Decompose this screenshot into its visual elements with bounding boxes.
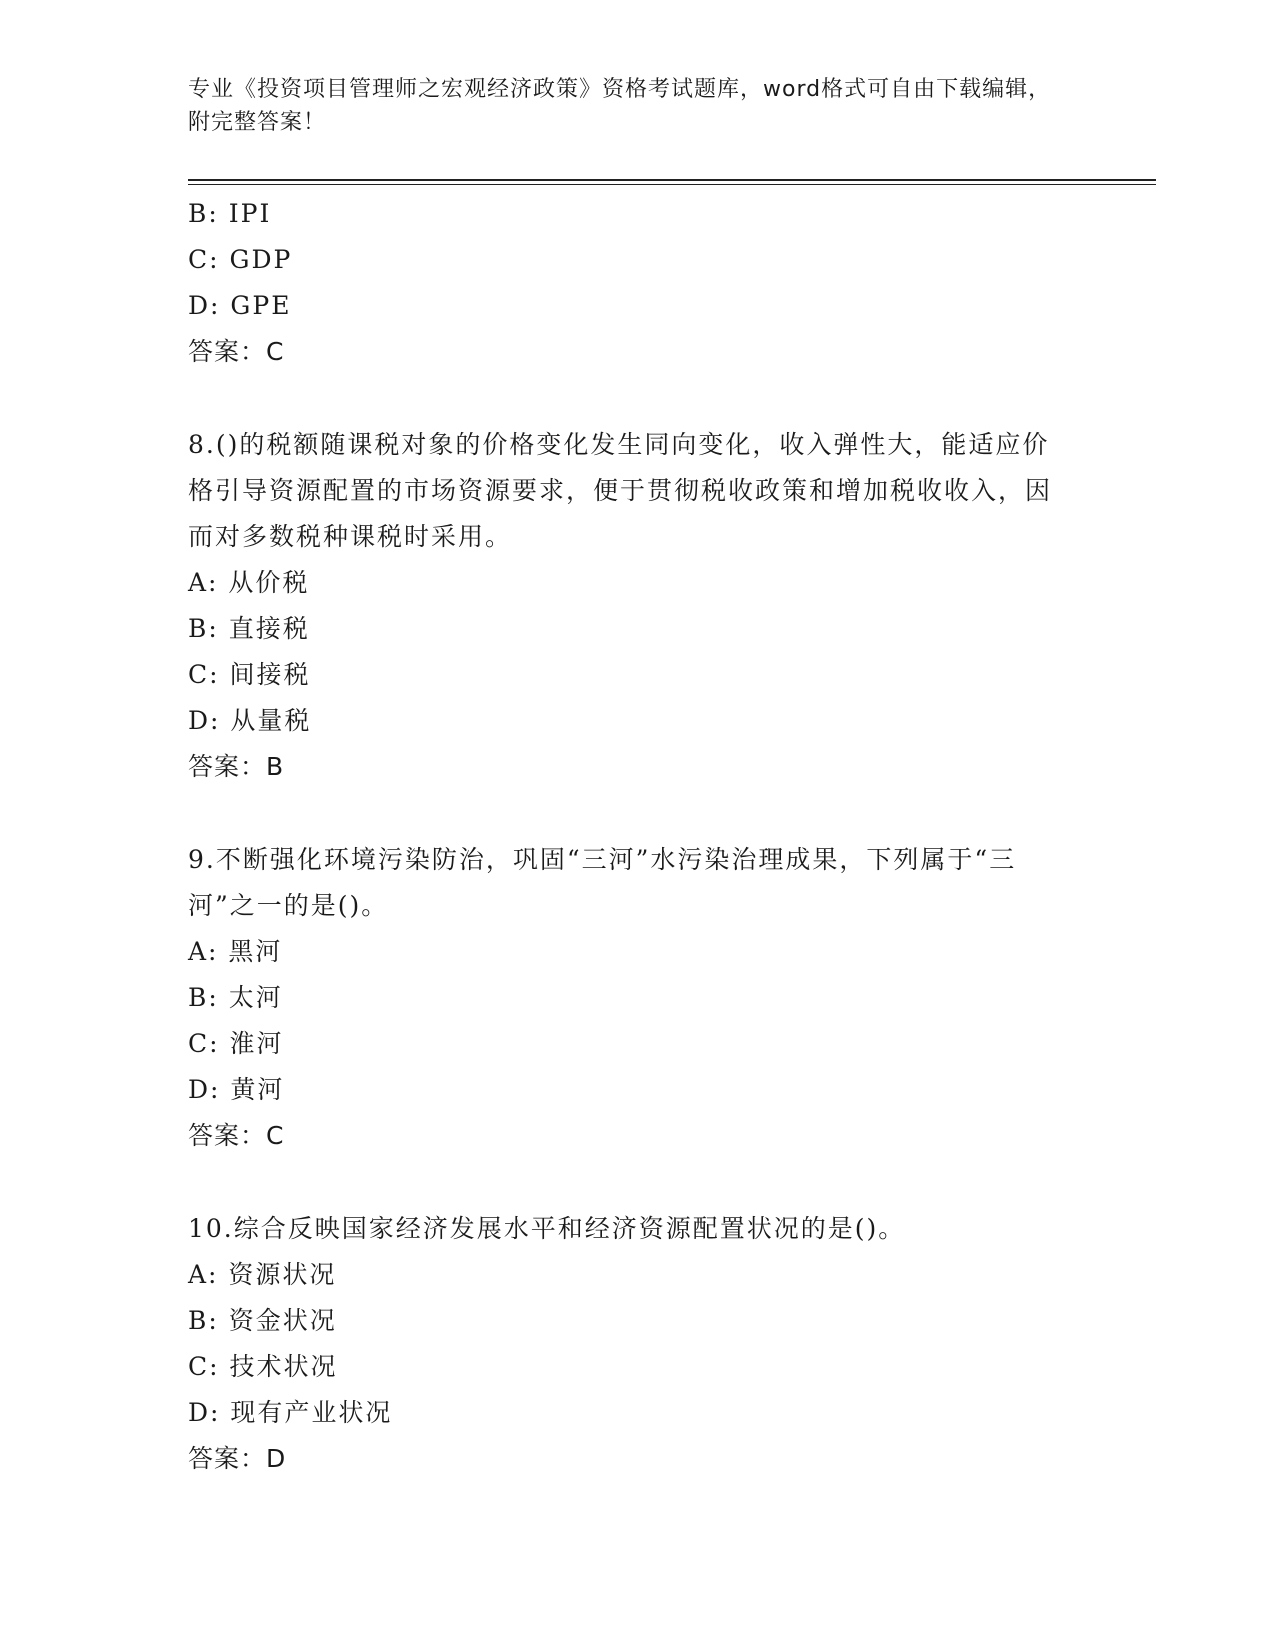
question-stem: 9.不断强化环境污染防治，巩固“三河”水污染治理成果，下列属于“三河”之一的是()。 — [188, 845, 1017, 920]
option-a: A: 黑河 — [188, 937, 283, 966]
page-header: 专业《投资项目管理师之宏观经济政策》资格考试题库，word格式可自由下载编辑，附完整答案！ — [188, 77, 1052, 135]
answer: 答案：D — [188, 1444, 287, 1473]
option-c: C: GDP — [188, 245, 293, 274]
answer: 答案：C — [188, 337, 285, 366]
option-a: A: 从价税 — [188, 568, 310, 597]
option-b: B: 直接税 — [188, 614, 310, 643]
question-8 — [188, 422, 1068, 790]
option-c: C: 间接税 — [188, 660, 311, 689]
header-rule — [188, 179, 1156, 181]
question-list — [188, 191, 1068, 1482]
option-b: B: IPI — [188, 199, 272, 228]
option-b: B: 资金状况 — [188, 1306, 337, 1335]
option-a: A: 资源状况 — [188, 1260, 337, 1289]
question-stem: 8.()的税额随课税对象的价格变化发生同向变化，收入弹性大，能适应价格引导资源配置的市场资源要求，便于贯彻税收政策和增加税收收入，因而对多数税种课税时采用。 — [188, 430, 1053, 551]
option-b: B: 太河 — [188, 983, 283, 1012]
question-7-partial — [188, 191, 1068, 375]
option-c: C: 淮河 — [188, 1029, 284, 1058]
option-d: D: 从量税 — [188, 706, 312, 735]
option-d: D: GPE — [188, 291, 292, 320]
option-d: D: 现有产业状况 — [188, 1398, 393, 1427]
question-9 — [188, 837, 1068, 1159]
header-rule-thin — [188, 184, 1156, 185]
answer: 答案：B — [188, 752, 285, 781]
option-d: D: 黄河 — [188, 1075, 285, 1104]
answer: 答案：C — [188, 1121, 285, 1150]
question-10 — [188, 1206, 1068, 1482]
question-stem: 10.综合反映国家经济发展水平和经济资源配置状况的是()。 — [188, 1214, 906, 1243]
option-c: C: 技术状况 — [188, 1352, 338, 1381]
